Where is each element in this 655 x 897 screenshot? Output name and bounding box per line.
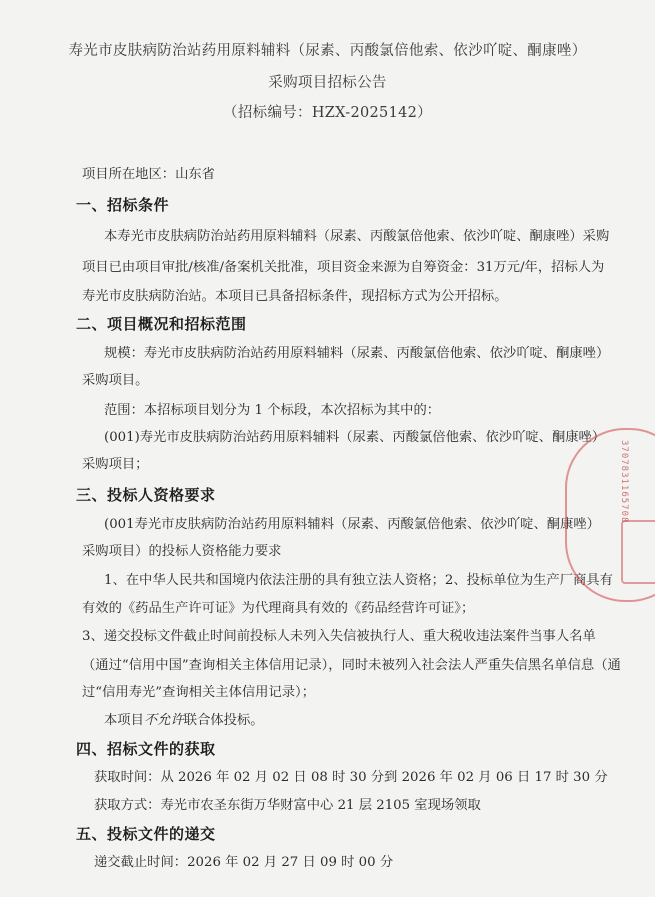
document-title-line-2: 采购项目招标公告 [268, 75, 387, 91]
section-5-line: 递交截止时间：2026 年 02 月 27 日 09 时 00 分 [94, 855, 394, 870]
consortium-note [104, 712, 264, 730]
section-3-line: 1、在中华人民共和国境内依法注册的具有独立法人资格；2、投标单位为生产厂商具有 [104, 573, 613, 588]
section-2-line: 规模：寿光市皮肤病防治站药用原料辅料（尿素、丙酸氯倍他索、依沙吖啶、酮康唑） [104, 346, 610, 361]
document-title-line-1: 寿光市皮肤病防治站药用原料辅料（尿素、丙酸氯倍他索、依沙吖啶、酮康唑） [68, 43, 587, 59]
section-3-heading: 三、投标人资格要求 [76, 486, 216, 504]
section-3-line: 有效的《药品生产许可证》为代理商具有效的《药品经营许可证》； [82, 601, 475, 616]
seal-number: 3707831165708 [619, 440, 629, 524]
section-4-line: 获取时间：从 2026 年 02 月 02 日 08 时 30 分到 2026 年 02 月 06 日 17 时 30 分 [94, 770, 608, 785]
section-3-line: 过“信用寿光”查询相关主体信用记录）； [82, 685, 315, 700]
section-2-heading: 二、项目概况和招标范围 [76, 315, 247, 333]
official-seal-inner [621, 520, 655, 584]
consortium-emphasis: 不允许 [143, 713, 184, 728]
section-4-line: 获取方式：寿光市农圣东街万华财富中心 21 层 2105 室现场领取 [94, 798, 481, 813]
section-2-line: 采购项目。 [82, 373, 149, 388]
tender-number: （招标编号：HZX-2025142） [223, 105, 432, 121]
section-1-heading: 一、招标条件 [76, 196, 170, 214]
section-1-line: 项目已由项目审批/核准/备案机关批准，项目资金来源为自筹资金：31万元/年，招标人为 [82, 260, 605, 275]
section-3-line: （通过“信用中国”查询相关主体信用记录），同时未被列入社会法人严重失信黑名单信息（通 [82, 658, 621, 673]
section-1-line: 本寿光市皮肤病防治站药用原料辅料（尿素、丙酸氯倍他索、依沙吖啶、酮康唑）采购 [104, 229, 610, 244]
section-3-line: 采购项目）的投标人资格能力要求 [82, 544, 282, 559]
consortium-suffix: 联合体投标。 [183, 713, 264, 728]
section-2-line: (001)寿光市皮肤病防治站药用原料辅料（尿素、丙酸氯倍他索、依沙吖啶、酮康唑） [104, 430, 606, 445]
project-region: 项目所在地区：山东省 [82, 167, 215, 182]
consortium-prefix: 本项目 [104, 713, 144, 728]
section-1-line: 寿光市皮肤病防治站。本项目已具备招标条件，现招标方式为公开招标。 [82, 289, 508, 304]
section-2-line: 范围：本招标项目划分为 1 个标段，本次招标为其中的： [104, 403, 441, 418]
section-5-heading: 五、投标文件的递交 [76, 825, 216, 843]
section-3-line: (001寿光市皮肤病防治站药用原料辅料（尿素、丙酸氯倍他索、依沙吖啶、酮康唑） [104, 517, 600, 532]
section-3-line: 3、递交投标文件截止时间前投标人未列入失信被执行人、重大税收违法案件当事人名单 [82, 629, 596, 644]
section-2-line: 采购项目； [82, 457, 149, 472]
section-4-heading: 四、招标文件的获取 [76, 740, 216, 758]
